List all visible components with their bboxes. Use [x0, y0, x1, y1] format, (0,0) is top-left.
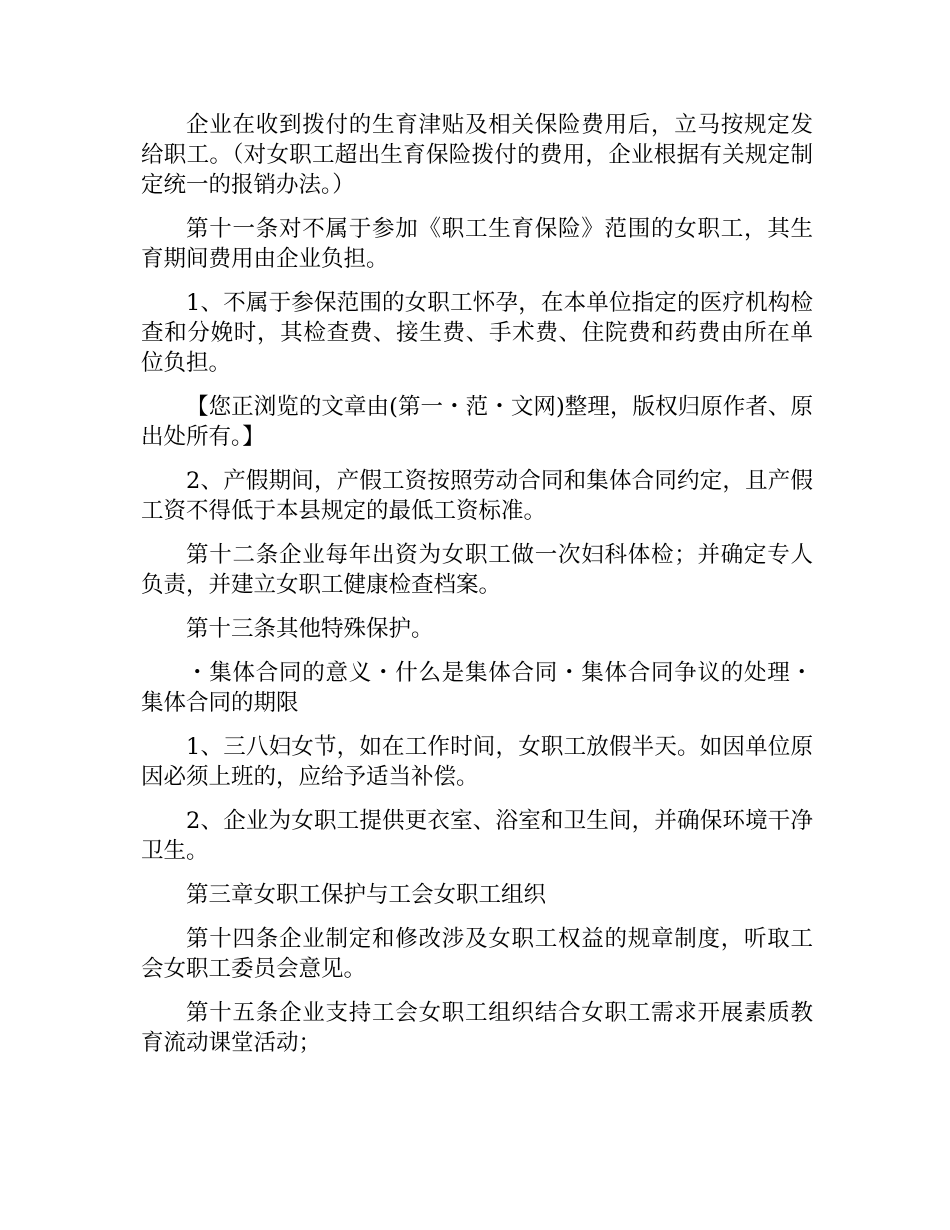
paragraph: 第十二条企业每年出资为女职工做一次妇科体检；并确定专人负责，并建立女职工健康检查档案。 — [141, 542, 813, 598]
paragraph: 第十四条企业制定和修改涉及女职工权益的规章制度，听取工会女职工委员会意见。 — [141, 926, 813, 982]
paragraph: 第十三条其他特殊保护。 — [186, 616, 434, 642]
paragraph: 第十五条企业支持工会女职工组织结合女职工需求开展素质教育流动课堂活动； — [141, 1000, 813, 1056]
paragraph: 【您正浏览的文章由(第一・范・文网)整理，版权归原作者、原出处所有。】 — [141, 394, 813, 450]
paragraph: 企业在收到拨付的生育津贴及相关保险费用后，立马按规定发给职工。（对女职工超出生育保险拨付的费用，企业根据有关规定制定统一的报销办法。） — [141, 112, 813, 198]
chapter-heading: 第三章女职工保护与工会女职工组织 — [186, 882, 547, 908]
paragraph: 2、产假期间，产假工资按照劳动合同和集体合同约定，且产假工资不得低于本县规定的最低工资标准。 — [141, 468, 813, 524]
paragraph: 第十一条对不属于参加《职工生育保险》范围的女职工，其生育期间费用由企业负担。 — [141, 216, 813, 272]
paragraph: 2、企业为女职工提供更衣室、浴室和卫生间，并确保环境干净卫生。 — [141, 808, 813, 864]
paragraph: ・集体合同的意义・什么是集体合同・集体合同争议的处理・集体合同的期限 — [141, 660, 813, 716]
paragraph: 1、三八妇女节，如在工作时间，女职工放假半天。如因单位原因必须上班的，应给予适当补偿。 — [141, 734, 813, 790]
document-body — [141, 110, 813, 1072]
paragraph: 1、不属于参保范围的女职工怀孕，在本单位指定的医疗机构检查和分娩时，其检查费、接生费、手术费、住院费和药费由所在单位负担。 — [141, 290, 813, 376]
